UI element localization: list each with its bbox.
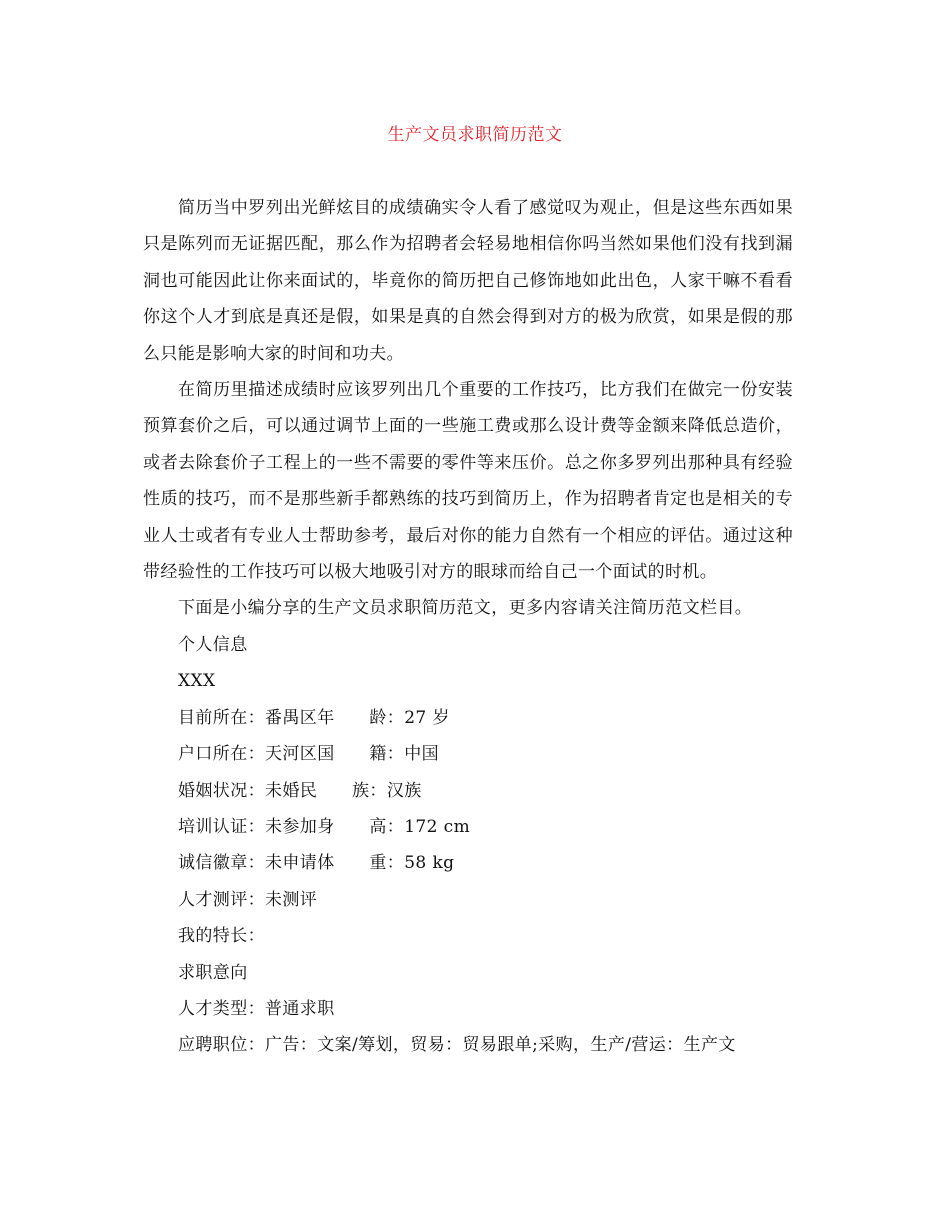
paragraph-1: 简历当中罗列出光鲜炫目的成绩确实令人看了感觉叹为观止，但是这些东西如果只是陈列而无证据匹配，那么作为招聘者会轻易地相信你吗当然如果他们没有找到漏洞也可能因此让你来面试的，毕竟你的简历把自己修饰地如此出色，人家干嘛不看看你这个人才到底是真还是假，如果是真的自然会得到对方的极为欣赏，如果是假的那么只能是影响大家的时间和功夫。 bbox=[143, 198, 793, 364]
info-left: 婚姻状况：未婚 bbox=[178, 780, 300, 801]
talent-eval: 人才测评：未测评 bbox=[178, 889, 318, 910]
info-row bbox=[143, 809, 793, 845]
intro-line: 下面是小编分享的生产文员求职简历范文，更多内容请关注简历范文栏目。 bbox=[178, 598, 753, 619]
info-left: 诚信徽章：未申请 bbox=[178, 853, 318, 874]
info-right: 年 龄：27 岁 bbox=[317, 707, 450, 728]
info-left: 培训认证：未参加 bbox=[178, 816, 318, 837]
info-row bbox=[143, 736, 793, 772]
document-title: 生产文员求职简历范文 bbox=[387, 125, 563, 145]
info-row bbox=[143, 700, 793, 736]
info-right: 体 重：58 kg bbox=[317, 853, 455, 874]
applied-positions: 应聘职位：广告：文案/筹划，贸易：贸易跟单;采购，生产/营运：生产文 bbox=[178, 1035, 736, 1056]
info-right: 身 高：172 cm bbox=[317, 816, 471, 837]
talent-type: 人才类型：普通求职 bbox=[178, 998, 335, 1019]
section-personal-info: 个人信息 bbox=[178, 634, 248, 655]
info-row bbox=[143, 773, 793, 809]
info-row bbox=[143, 845, 793, 881]
info-left: 目前所在：番禺区 bbox=[178, 707, 318, 728]
info-right: 国 籍：中国 bbox=[317, 744, 440, 765]
candidate-name: XXX bbox=[178, 671, 216, 692]
info-right: 民 族：汉族 bbox=[299, 780, 422, 801]
section-job-intent: 求职意向 bbox=[178, 962, 248, 983]
specialty: 我的特长： bbox=[178, 926, 265, 947]
info-left: 户口所在：天河区 bbox=[178, 744, 318, 765]
paragraph-2: 在简历里描述成绩时应该罗列出几个重要的工作技巧，比方我们在做完一份安装预算套价之后，可以通过调节上面的一些施工费或那么设计费等金额来降低总造价，或者去除套价子工程上的一些不需要的零件等来压价。总之你多罗列出那种具有经验性质的技巧，而不是那些新手都熟练的技巧到简历上，作为招聘者肯定也是相关的专业人士或者有专业人士帮助参考，最后对你的能力自然有一个相应的评估。通过这种带经验性的工作技巧可以极大地吸引对方的眼球而给自己一个面试的时机。 bbox=[143, 380, 793, 583]
document-body bbox=[143, 190, 793, 1064]
